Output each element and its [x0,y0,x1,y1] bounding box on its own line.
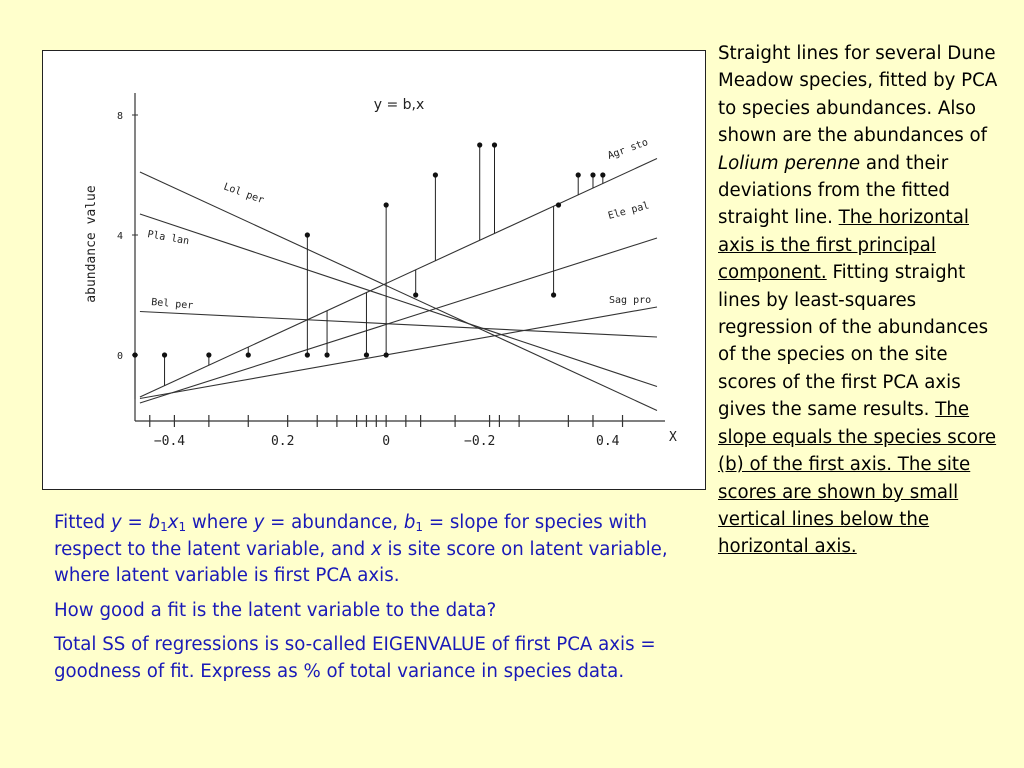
lolium-point [492,142,497,147]
var-x-2: x [370,538,382,560]
caption-paragraph [718,40,1008,561]
x-tick-label: 0 [382,434,391,449]
eigenvalue-paragraph: Total SS of regressions is so-called EIGENVALUE of first PCA axis = goodness of fit. Express as % of total variance in species data. [54,634,656,682]
abundance-def: = abundance, [264,512,404,533]
var-y-2: y [253,512,265,533]
caption-regression-text: Fitting straight lines by least-squares regression of the abundances of the species on the site scores of the first PCA axis gives the same results. [718,262,989,421]
y-axis-label: abundance value [84,185,99,303]
fitted-line [140,159,657,398]
x-tick-label: 0.4 [596,434,620,449]
explanation-text [54,510,674,693]
y-tick-label: 8 [116,111,123,122]
lolium-point [305,352,310,357]
lolium-point [590,172,595,177]
fitted-line [140,172,657,411]
slope-def: = slope for species with respect to the latent variable, and [54,512,648,560]
lolium-point [162,352,167,357]
lolium-point [305,232,310,237]
lolium-point [246,352,251,357]
lolium-point [132,352,137,357]
fitted-word: Fitted [54,512,111,533]
fitted-equation-paragraph [54,510,674,590]
x-axis-label: X [669,430,677,445]
species-label: Lol per [221,181,266,207]
lolium-point [384,202,389,207]
lolium-point [477,142,482,147]
x-tick-label: 0.2 [270,434,295,449]
lolium-point [556,202,561,207]
species-label: Pla lan [146,229,190,248]
caption-axis-note: The horizontal axis is the first principal component. [718,207,969,284]
var-b: b [148,512,161,533]
question-paragraph: How good a fit is the latent variable to the data? [54,599,497,621]
caption-intro: Straight lines for several Dune Meadow species, fitted by PCA to species abundances. Also shown are the abundances of [718,43,998,147]
species-label: Sag pro [609,295,652,306]
chart-title: y = b,x [373,97,425,113]
pca-regression-plot [43,51,705,489]
equals-sign: = [121,512,149,533]
var-y: y [110,512,122,533]
lolium-point [433,172,438,177]
site-score-def: is site score on latent variable, where latent variable is first PCA axis. [54,538,668,586]
species-label: Ele pal [606,200,651,222]
lolium-point [551,292,556,297]
species-label: Agr sto [606,137,650,162]
lolium-point [384,352,389,357]
species-label: Bel per [150,297,194,312]
lolium-point [206,352,211,357]
lolium-point [324,352,329,357]
lolium-point [600,172,605,177]
figure-caption [718,40,1008,561]
subscript-3: 1 [415,520,424,534]
var-b-2: b [403,512,416,533]
lolium-point [364,352,369,357]
x-tick-label: −0.2 [464,434,496,449]
lolium-point [576,172,581,177]
y-tick-label: 0 [116,351,123,362]
subscript-1: 1 [160,520,168,534]
caption-deviation-text: and their deviations from the fitted straight line. [718,152,950,229]
var-x: x [167,512,179,533]
caption-species-name: Lolium perenne [718,152,861,174]
x-tick-label: −0.4 [153,434,186,449]
pca-figure [42,50,706,490]
subscript-2: 1 [178,520,187,534]
fitted-line [140,312,657,338]
caption-slope-note: The slope equals the species score (b) of the first axis. The site scores are shown by small vertical lines below the horizontal axis. [718,399,997,558]
where-word: where [186,512,254,533]
y-tick-label: 4 [116,231,123,242]
lolium-point [413,292,418,297]
